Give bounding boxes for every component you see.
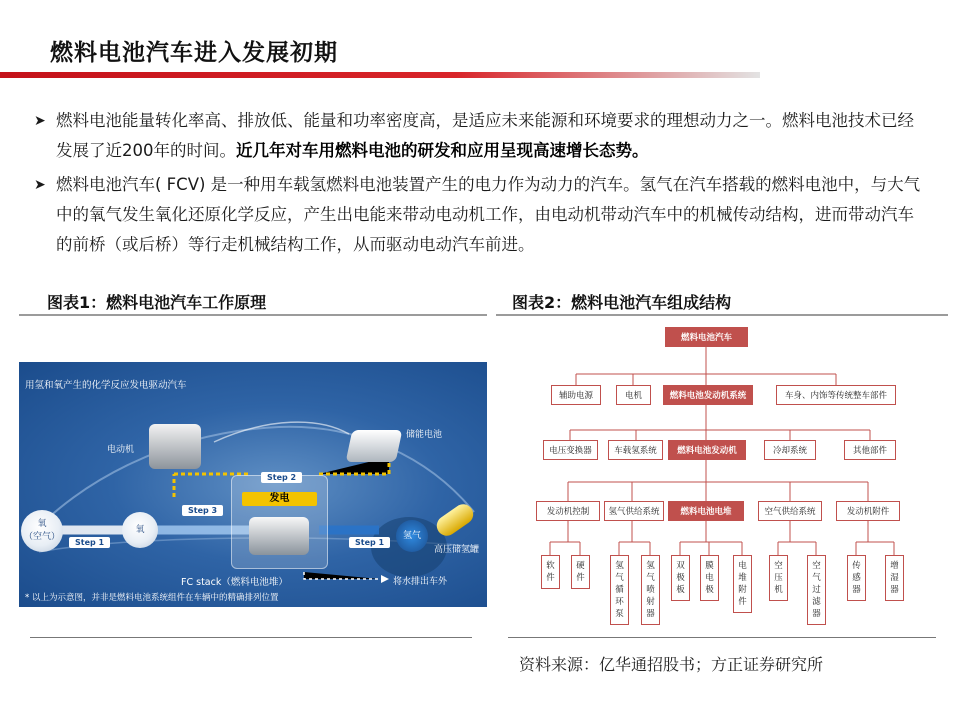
tree-node-l1: 辅助电源 <box>551 385 601 405</box>
figure1-headline: 用氢和氧产生的化学反应发电驱动汽车 <box>25 380 187 391</box>
fcv-working-principle-figure <box>19 362 487 607</box>
bullet-item <box>34 106 924 166</box>
tree-node-l2: 燃料电池发动机 <box>668 440 746 460</box>
fc-stack-label: FC stack（燃料电池堆） <box>181 577 288 588</box>
tree-node-l4: 膜 电 极 <box>700 555 719 601</box>
generate-label: 发电 <box>242 492 317 506</box>
fcv-composition-tree <box>528 324 928 639</box>
page-title: 燃料电池汽车进入发展初期 <box>50 40 338 66</box>
tree-node-l1: 车身、内饰等传统整车部件 <box>776 385 896 405</box>
water-exhaust-label: 将水排出车外 <box>393 577 448 587</box>
tree-connectors <box>528 324 928 639</box>
tree-node-l4: 传 感 器 <box>847 555 866 601</box>
figure1-caption: 图表1：燃料电池汽车工作原理 <box>47 293 267 312</box>
figure1-bottom-rule <box>30 637 472 638</box>
tree-node-l1: 电机 <box>616 385 651 405</box>
figure2-caption: 图表2：燃料电池汽车组成结构 <box>512 293 732 312</box>
arrow-bullet-icon: ➤ <box>34 113 46 129</box>
tree-node-l2: 冷却系统 <box>764 440 816 460</box>
tree-node-l4: 增 湿 器 <box>885 555 904 601</box>
bullet-text: 燃料电池能量转化率高、排放低、能量和功率密度高，是适应未来能源和环境要求的理想动力之一。燃料电池技术已经发展了近200年的时间。 <box>56 111 914 160</box>
tree-node-l4: 双 极 板 <box>671 555 690 601</box>
arrow-bullet-icon: ➤ <box>34 177 46 193</box>
tree-node-l3: 空气供给系统 <box>758 501 822 521</box>
step2-label: Step 2 <box>261 472 302 483</box>
figure1-caption-rule <box>19 314 487 316</box>
bullet-item <box>34 170 924 260</box>
battery-label: 储能电池 <box>406 430 443 440</box>
tree-node-l4: 氢 气 循 环 泵 <box>610 555 629 625</box>
bullet-text: 燃料电池汽车( FCV) 是一种用车载氢燃料电池装置产生的电力作为动力的汽车。氢气在汽车搭载的燃料电池中，与大气中的氧气发生氧化还原化学反应，产生出电能来带动电动机工作，由电动机带动汽车中的机械传动结构，进而带动汽车的前桥（或后桥）等行走机械结构工作，从而驱动电动汽车前进。 <box>56 175 921 254</box>
figure2-caption-rule <box>496 314 948 316</box>
tree-node-l4: 硬 件 <box>571 555 590 589</box>
tree-node-l3: 氢气供给系统 <box>604 501 664 521</box>
oxygen-bubble: 氧 <box>122 512 158 548</box>
tree-node-l2: 电压变换器 <box>543 440 598 460</box>
motor-label: 电动机 <box>107 445 135 455</box>
step1-hydrogen-label: Step 1 <box>349 537 390 548</box>
tree-node-l2: 其他部件 <box>844 440 896 460</box>
tree-node-l2: 车载氢系统 <box>608 440 663 460</box>
hydrogen-bubble: 氢气 <box>396 520 428 552</box>
tree-node-l3: 燃料电池电堆 <box>668 501 744 521</box>
tree-node-l4: 空 压 机 <box>769 555 788 601</box>
motor-graphic <box>149 424 201 469</box>
title-rule <box>0 72 760 78</box>
tree-node-l4: 氢 气 喷 射 器 <box>641 555 660 625</box>
source-note: 资料来源：亿华通招股书；方正证券研究所 <box>519 655 824 674</box>
tank-label: 高压储氢罐 <box>434 545 480 555</box>
step1-air-label: Step 1 <box>69 537 110 548</box>
tree-node-l1: 燃料电池发动机系统 <box>663 385 753 405</box>
tree-node-l4: 电 堆 附 件 <box>733 555 752 613</box>
air-oxygen-bubble: 氧 （空气） <box>21 510 63 552</box>
tree-node-l4: 空 气 过 滤 器 <box>807 555 826 625</box>
fc-stack-graphic <box>249 517 309 555</box>
step3-label: Step 3 <box>182 505 223 516</box>
figure1-note: * 以上为示意图，并非是燃料电池系统组件在车辆中的精确排列位置 <box>25 593 279 603</box>
bullet-list <box>34 106 924 264</box>
tree-node-l3: 发动机控制 <box>536 501 600 521</box>
bullet-emphasis: 近几年对车用燃料电池的研发和应用呈现高速增长态势。 <box>236 141 649 160</box>
battery-graphic <box>346 430 403 462</box>
tree-node-l3: 发动机附件 <box>836 501 900 521</box>
figure2-bottom-rule <box>508 637 936 638</box>
tree-node-root: 燃料电池汽车 <box>665 327 748 347</box>
tree-node-l4: 软 件 <box>541 555 560 589</box>
